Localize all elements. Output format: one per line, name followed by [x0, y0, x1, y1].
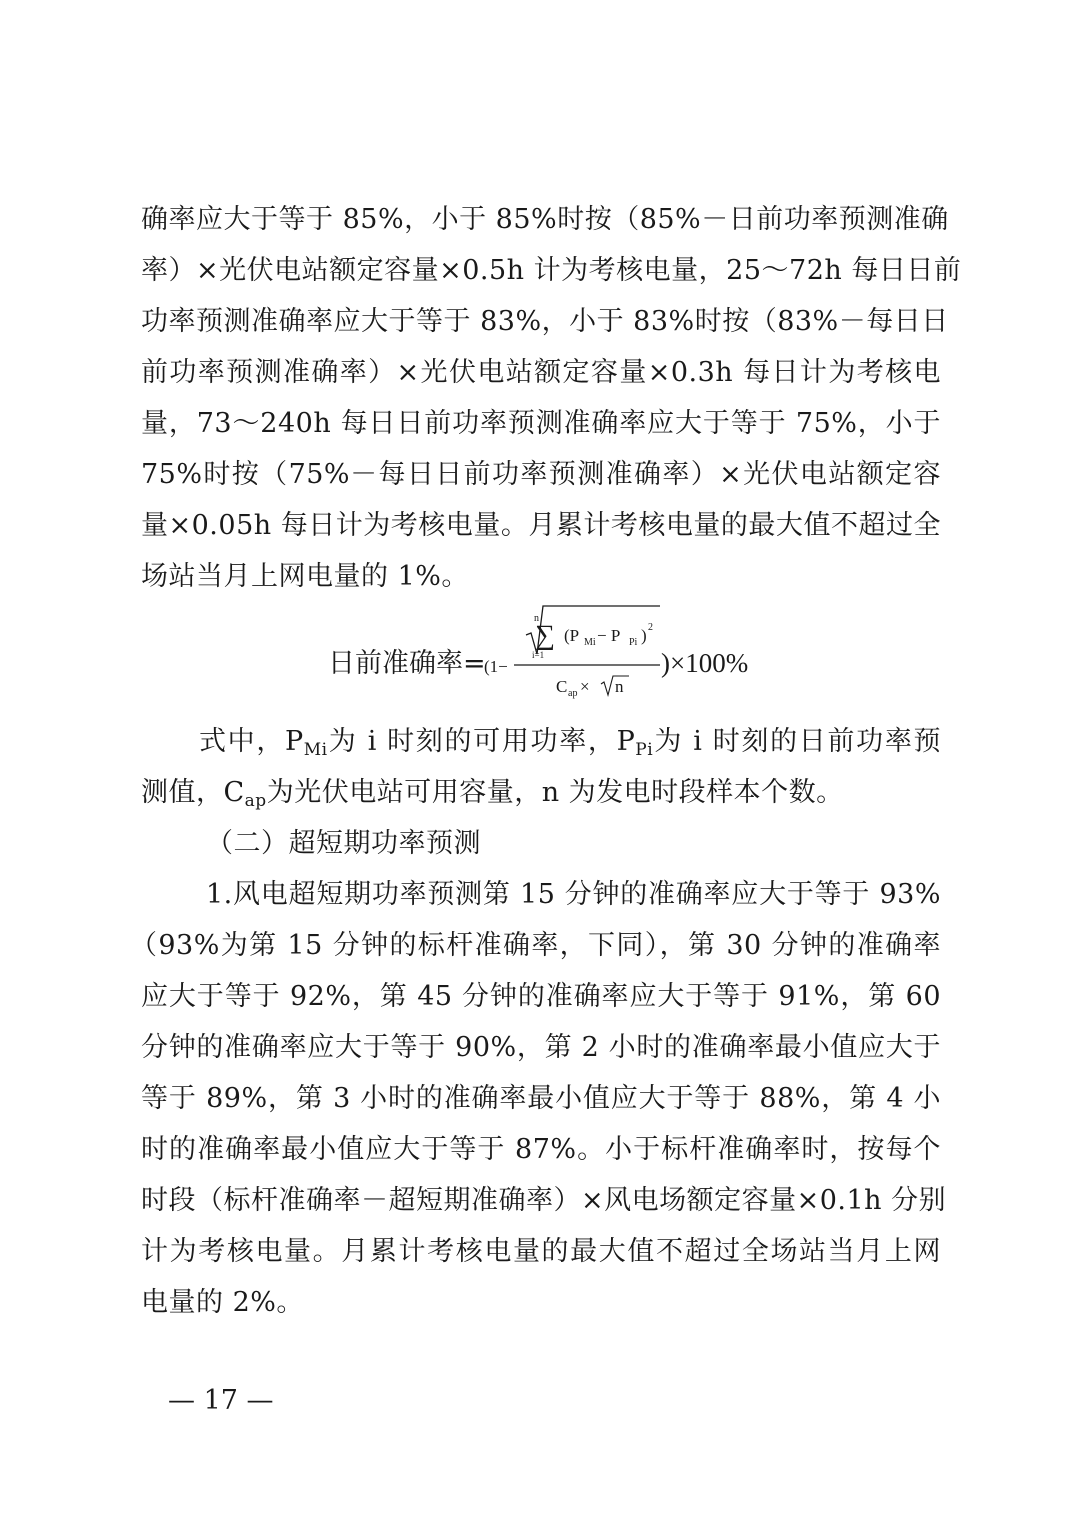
paragraph-2-line-1-c: 为 i 时刻的日前功率预 — [653, 726, 942, 757]
paragraph-2-line-1-a: 式中，P — [199, 726, 304, 757]
paragraph-2-line-2 — [141, 776, 941, 810]
paragraph-3-line-4: 分钟的准确率应大于等于 90%，第 2 小时的准确率最小值应大于 — [141, 1032, 941, 1063]
section-heading: （二）超短期功率预测 — [206, 828, 481, 859]
paragraph-2-line-2-b: 为光伏电站可用容量，n 为发电时段样本个数。 — [266, 777, 844, 808]
paragraph-1-line-5: 量，73～240h 每日日前功率预测准确率应大于等于 75%，小于 — [141, 408, 941, 439]
paragraph-1-line-2: 率）×光伏电站额定容量×0.5h 计为考核电量，25～72h 每日日前 — [141, 255, 962, 286]
formula-denominator-times: × — [580, 677, 590, 696]
paragraph-3-line-1: 1.风电超短期功率预测第 15 分钟的准确率应大于等于 93% — [206, 879, 941, 910]
formula-term-sub-1: Mi — [584, 637, 596, 648]
paragraph-1-line-1: 确率应大于等于 85%，小于 85%时按（85%－日前功率预测准确 — [141, 204, 949, 235]
formula-suffix: )×100% — [661, 648, 749, 678]
formula-term-close: ) — [641, 626, 647, 645]
paragraph-2-sub-ap: ap — [244, 791, 267, 811]
paragraph-3-line-3: 应大于等于 92%，第 45 分钟的准确率应大于等于 91%，第 60 — [141, 981, 941, 1012]
formula-exponent: 2 — [648, 622, 653, 633]
formula-denominator-n: n — [615, 677, 624, 696]
paragraph-1-line-6: 75%时按（75%－每日日前功率预测准确率）×光伏电站额定容 — [141, 459, 941, 490]
paragraph-3-line-7: 时段（标杆准确率－超短期准确率）×风电场额定容量×0.1h 分别 — [141, 1185, 947, 1216]
formula-denominator-c: C — [556, 677, 568, 696]
paragraph-1-line-8: 场站当月上网电量的 1%。 — [141, 561, 469, 592]
formula-term-minus: − P — [597, 626, 621, 645]
paragraph-3-line-2: （93%为第 15 分钟的标杆准确率，下同），第 30 分钟的准确率 — [130, 930, 941, 961]
paragraph-2-line-2-a: 测值，C — [141, 777, 245, 808]
paragraph-3-line-9: 电量的 2%。 — [141, 1287, 304, 1318]
paragraph-1-line-7: 量×0.05h 每日计为考核电量。月累计考核电量的最大值不超过全 — [141, 510, 941, 541]
accuracy-formula — [328, 604, 768, 700]
paragraph-3-line-6: 时的准确率最小值应大于等于 87%。小于标杆准确率时，按每个 — [141, 1134, 941, 1165]
paragraph-2-line-1-b: 为 i 时刻的可用功率，P — [327, 726, 636, 757]
formula-denominator-sub: ap — [568, 688, 578, 699]
formula-term-sub-2: Pi — [629, 637, 638, 648]
paragraph-1-line-3: 功率预测准确率应大于等于 83%，小于 83%时按（83%－每日日 — [141, 306, 949, 337]
paragraph-2-sub-pi: Pi — [635, 740, 654, 760]
formula-term-open: (P — [564, 626, 580, 645]
formula-label: 日前准确率= — [328, 648, 486, 679]
page-number: — 17 — — [168, 1385, 274, 1416]
paragraph-2-line-1 — [141, 725, 941, 759]
paragraph-3-line-5: 等于 89%，第 3 小时的准确率最小值应大于等于 88%，第 4 小 — [141, 1083, 941, 1114]
paragraph-2-sub-mi: Mi — [303, 740, 328, 760]
formula-prefix: (1− — [484, 657, 508, 676]
formula-sum-upper: n — [534, 613, 539, 624]
formula-sum-sign: ∑ — [535, 620, 555, 651]
paragraph-3-line-8: 计为考核电量。月累计考核电量的最大值不超过全场站当月上网 — [141, 1236, 941, 1267]
paragraph-1-line-4: 前功率预测准确率）×光伏电站额定容量×0.3h 每日计为考核电 — [141, 357, 941, 388]
formula-sum-lower: i=1 — [532, 650, 545, 660]
